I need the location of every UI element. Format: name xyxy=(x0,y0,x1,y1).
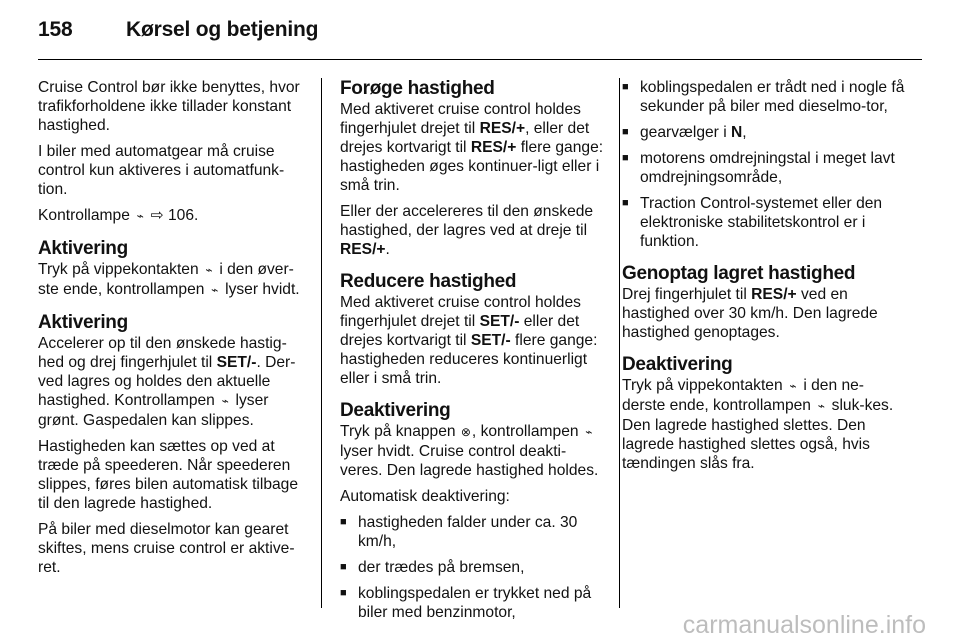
paragraph: Tryk på vippekontakten ⌁ i den ne-derste ende, kontrollampen ⌁ sluk-kes. Den lagrede hastighed slettes. Den lagrede hastighed slettes også, hvis tændingen slås fra. xyxy=(622,377,894,472)
paragraph: Eller der accelereres til den ønskede hastighed, der lagres ved at dreje til RES/+. xyxy=(340,203,594,258)
list-item: ■ motorens omdrejningstal i meget lavt omdrejningsområde, xyxy=(622,149,906,187)
paragraph: Hastigheden kan sættes op ved at træde på speederen. Når speederen slippes, føres bilen automatisk tilbage til den lagrede hastighed. xyxy=(38,438,299,512)
cruise-control-lamp-icon: ⌁ xyxy=(136,209,144,223)
bullet-list xyxy=(340,513,608,622)
paragraph: Cruise Control bør ikke benyttes, hvor trafikforholdene ikke tillader konstant hastighed. xyxy=(38,79,300,134)
paragraph: Tryk på vippekontakten ⌁ i den øver-ste ende, kontrollampen ⌁ lyser hvidt. xyxy=(38,261,300,298)
page-number: 158 xyxy=(38,18,73,41)
list-item: ■ Traction Control-systemet eller den elektroniske stabilitetskontrol er i funktion. xyxy=(622,194,906,251)
page-ref-arrow-icon: ⇨ xyxy=(150,207,164,224)
section-heading: Forøge hastighed xyxy=(340,78,495,99)
cancel-button-icon: ⊗ xyxy=(460,425,471,439)
list-item: ■ koblingspedalen er trykket ned på biler med benzinmotor, xyxy=(340,584,608,622)
cruise-control-lamp-icon: ⌁ xyxy=(789,379,797,393)
list-item: ■ gearvælger i N, xyxy=(622,123,906,142)
paragraph: Kontrollampe ⌁ ⇨ 106. xyxy=(38,207,199,224)
section-heading: Aktivering xyxy=(38,238,128,259)
column-3 xyxy=(622,78,906,480)
bullet-list xyxy=(622,78,906,251)
paragraph: Automatisk deaktivering: xyxy=(340,488,510,505)
paragraph: Tryk på knappen ⊗, kontrollampen ⌁ lyser hvidt. Cruise control deakti-veres. Den lagrede hastighed holdes. xyxy=(340,423,599,479)
paragraph: I biler med automatgear må cruise control kun aktiveres i automatfunk-tion. xyxy=(38,143,285,198)
section-heading: Genoptag lagret hastighed xyxy=(622,263,856,284)
watermark: carmanualsonline.info xyxy=(682,611,926,639)
section-heading: Deaktivering xyxy=(622,354,733,375)
paragraph: Med aktiveret cruise control holdes fingerhjulet drejet til RES/+, eller det drejes kortvarigt til RES/+ flere gange: hastigheden øges kontinuer-ligt eller i små trin. xyxy=(340,101,604,194)
column-divider xyxy=(619,78,620,608)
section-heading: Deaktivering xyxy=(340,400,451,421)
list-item: ■ hastigheden falder under ca. 30 km/h, xyxy=(340,513,608,551)
cruise-control-lamp-icon: ⌁ xyxy=(585,425,593,439)
column-1 xyxy=(38,78,306,584)
list-item: ■ der trædes på bremsen, xyxy=(340,558,608,577)
section-heading: Reducere hastighed xyxy=(340,271,517,292)
header-rule xyxy=(38,59,922,60)
column-divider xyxy=(321,78,322,608)
paragraph: Med aktiveret cruise control holdes fingerhjulet drejet til SET/- eller det drejes kortvarigt til SET/- flere gange: hastigheden reduceres kontinuerligt eller i små trin. xyxy=(340,294,598,387)
column-2 xyxy=(340,78,608,629)
paragraph: På biler med dieselmotor kan gearet skiftes, mens cruise control er aktive-ret. xyxy=(38,521,295,576)
page-header xyxy=(38,18,318,42)
section-heading: Aktivering xyxy=(38,312,128,333)
cruise-control-lamp-icon: ⌁ xyxy=(205,263,213,277)
cruise-control-lamp-icon: ⌁ xyxy=(221,394,229,408)
list-item: ■ koblingspedalen er trådt ned i nogle få sekunder på biler med dieselmo-tor, xyxy=(622,78,906,116)
paragraph: Accelerer op til den ønskede hastig-hed og drej fingerhjulet til SET/-. Der-ved lagres og holdes den aktuelle hastighed. Kontrollampen ⌁ lyser grønt. Gaspedalen kan slippes. xyxy=(38,335,296,429)
paragraph: Drej fingerhjulet til RES/+ ved en hastighed over 30 km/h. Den lagrede hastighed genoptages. xyxy=(622,286,878,341)
page-title: Kørsel og betjening xyxy=(126,18,319,41)
cruise-control-lamp-icon: ⌁ xyxy=(211,283,219,297)
cruise-control-lamp-icon: ⌁ xyxy=(817,399,825,413)
